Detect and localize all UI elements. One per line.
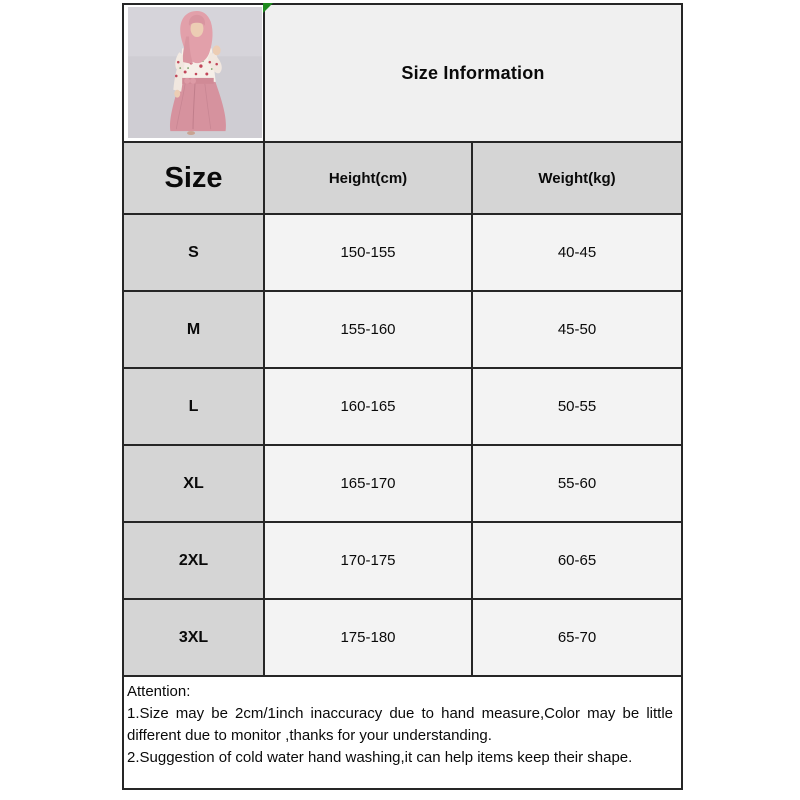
height-value-xl: 165-170	[265, 446, 473, 523]
column-header-size: Size	[124, 143, 265, 215]
height-value-s: 150-155	[265, 215, 473, 292]
size-label-s: S	[124, 215, 265, 292]
size-label-xl: XL	[124, 446, 265, 523]
size-chart-sheet	[122, 3, 683, 790]
height-value-l: 160-165	[265, 369, 473, 446]
attention-note-1: 1.Size may be 2cm/1inch inaccuracy due to hand measure,Color may be little different due to monitor ,thanks for your understanding.	[127, 705, 673, 744]
attention-note-2: 2.Suggestion of cold water hand washing,it can help items keep their shape.	[127, 749, 633, 766]
height-value-m: 155-160	[265, 292, 473, 369]
weight-value-s: 40-45	[473, 215, 681, 292]
size-label-3xl: 3XL	[124, 600, 265, 677]
weight-value-l: 50-55	[473, 369, 681, 446]
attention-notes	[124, 677, 681, 788]
size-label-m: M	[124, 292, 265, 369]
weight-value-3xl: 65-70	[473, 600, 681, 677]
green-corner-marker-icon	[263, 3, 273, 13]
weight-value-m: 45-50	[473, 292, 681, 369]
page-title: Size Information	[401, 62, 545, 83]
title-panel	[265, 5, 681, 143]
height-value-3xl: 175-180	[265, 600, 473, 677]
model-photo-illustration	[128, 7, 262, 138]
size-label-2xl: 2XL	[124, 523, 265, 600]
weight-value-xl: 55-60	[473, 446, 681, 523]
attention-heading: Attention:	[127, 683, 191, 700]
weight-value-2xl: 60-65	[473, 523, 681, 600]
height-value-2xl: 170-175	[265, 523, 473, 600]
size-label-l: L	[124, 369, 265, 446]
column-header-height: Height(cm)	[265, 143, 473, 215]
product-photo	[124, 5, 265, 143]
column-header-weight: Weight(kg)	[473, 143, 681, 215]
